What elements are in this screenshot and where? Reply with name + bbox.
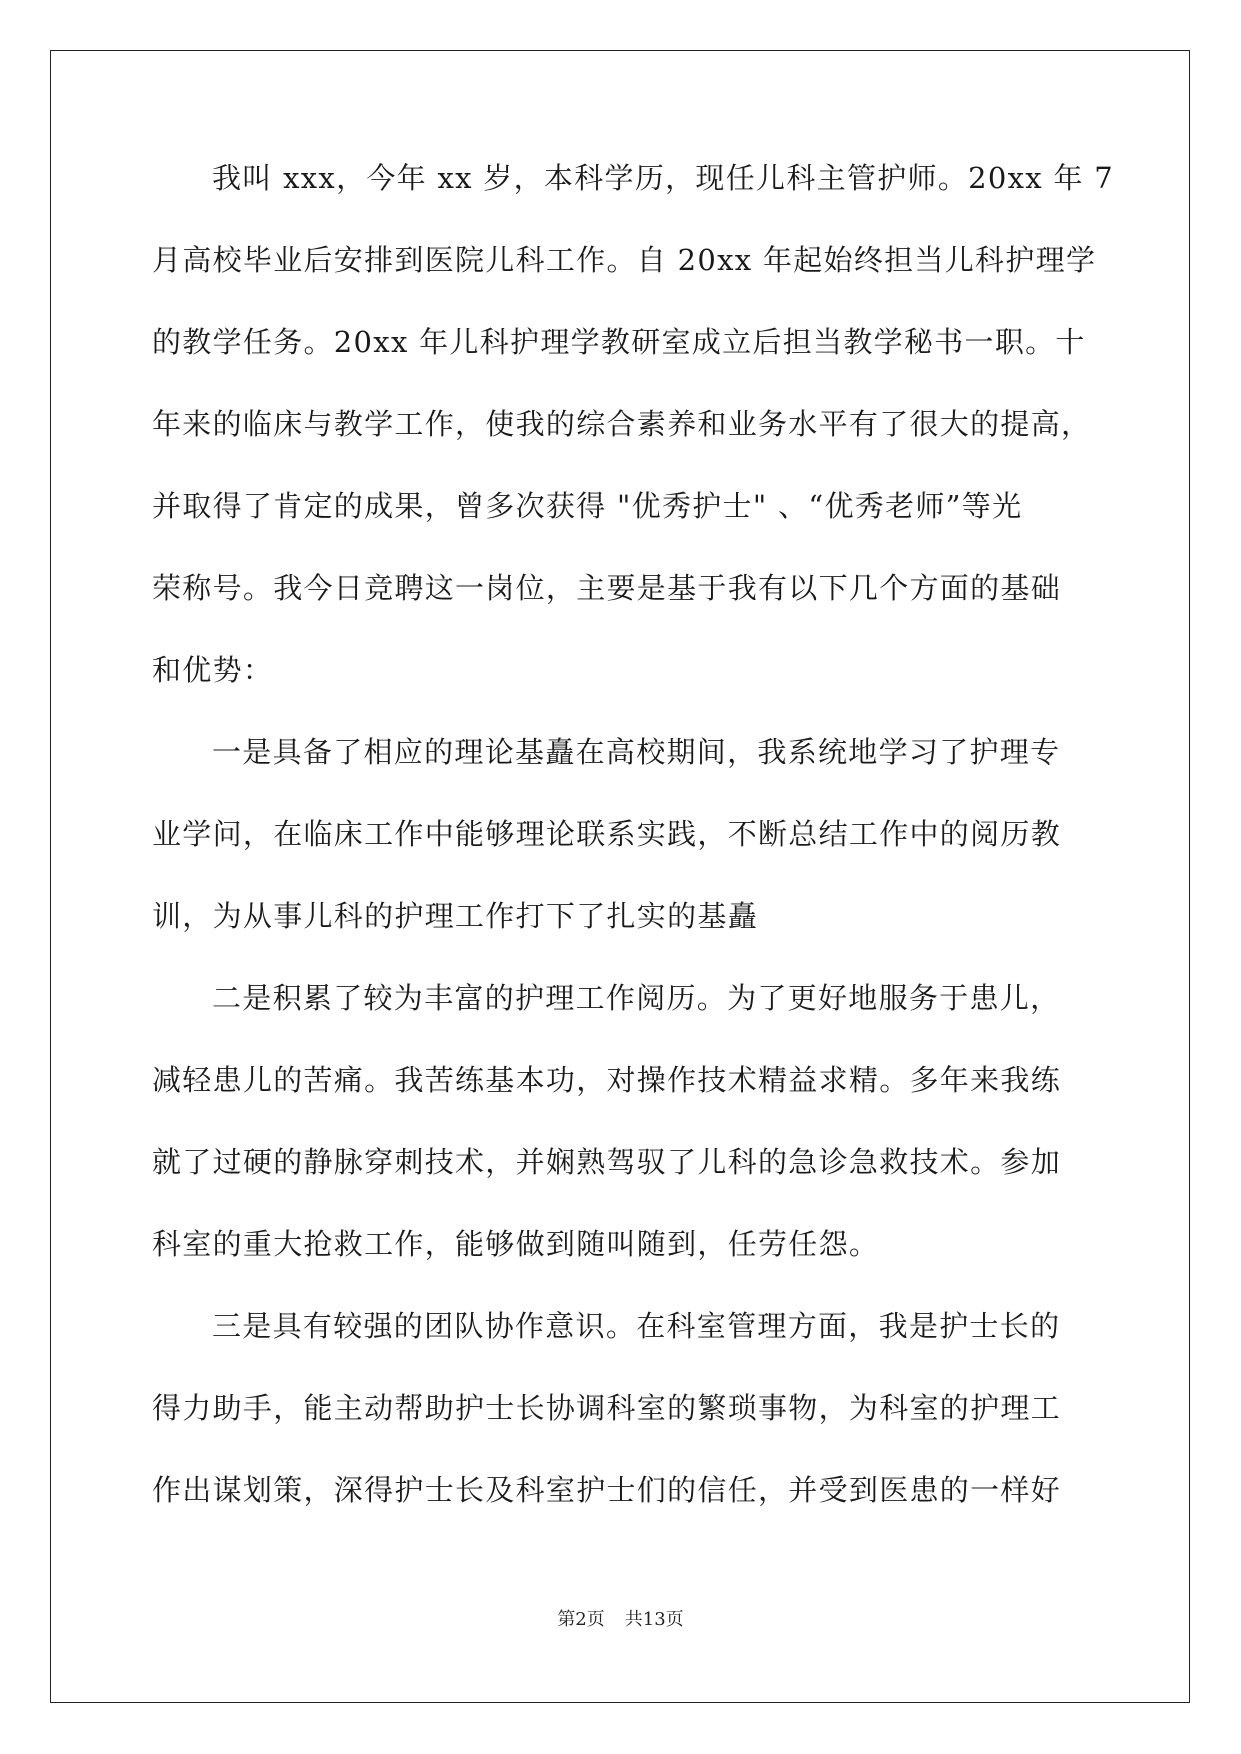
page-number: 第2页	[557, 1609, 605, 1630]
page-footer	[0, 1608, 1241, 1632]
paragraph-3-line-2: 减轻患儿的苦痛。我苦练基本功，对操作技术精益求精。多年来我练	[152, 1063, 1062, 1097]
paragraph-1-line-3: 的教学任务。20xx 年儿科护理学教研室成立后担当教学秘书一职。十	[152, 325, 1086, 359]
document-body	[152, 160, 1115, 1554]
paragraph-4-line-2: 得力助手，能主动帮助护士长协调科室的繁琐事物，为科室的护理工	[152, 1391, 1062, 1425]
paragraph-1-line-7: 和优势：	[152, 653, 274, 687]
paragraph-1-line-2: 月高校毕业后安排到医院儿科工作。自 20xx 年起始终担当儿科护理学	[152, 243, 1097, 277]
paragraph-2-line-3: 训，为从事儿科的护理工作打下了扎实的基矗	[152, 899, 759, 933]
paragraph-1-line-1: 我叫 xxx，今年 xx 岁，本科学历，现任儿科主管护师。20xx 年 7	[212, 161, 1115, 195]
paragraph-3-line-1: 二是积累了较为丰富的护理工作阅历。为了更好地服务于患儿，	[212, 981, 1061, 1015]
paragraph-4-line-3: 作出谋划策，深得护士长及科室护士们的信任，并受到医患的一样好	[152, 1473, 1062, 1507]
paragraph-1-line-4: 年来的临床与教学工作，使我的综合素养和业务水平有了很大的提高，	[152, 407, 1092, 441]
paragraph-2-line-2: 业学问，在临床工作中能够理论联系实践，不断总结工作中的阅历教	[152, 817, 1062, 851]
paragraph-2-line-1: 一是具备了相应的理论基矗在高校期间，我系统地学习了护理专	[212, 735, 1061, 769]
paragraph-1-line-6: 荣称号。我今日竞聘这一岗位，主要是基于我有以下几个方面的基础	[152, 571, 1062, 605]
page-total: 共13页	[624, 1609, 684, 1630]
paragraph-3-line-4: 科室的重大抢救工作，能够做到随叫随到，任劳任怨。	[152, 1227, 880, 1261]
paragraph-3-line-3: 就了过硬的静脉穿刺技术，并娴熟驾驭了儿科的急诊急救技术。参加	[152, 1145, 1062, 1179]
paragraph-4-line-1: 三是具有较强的团队协作意识。在科室管理方面，我是护士长的	[212, 1309, 1061, 1343]
paragraph-1-line-5: 并取得了肯定的成果，曾多次获得 "优秀护士" 、“优秀老师”等光	[152, 489, 1023, 523]
